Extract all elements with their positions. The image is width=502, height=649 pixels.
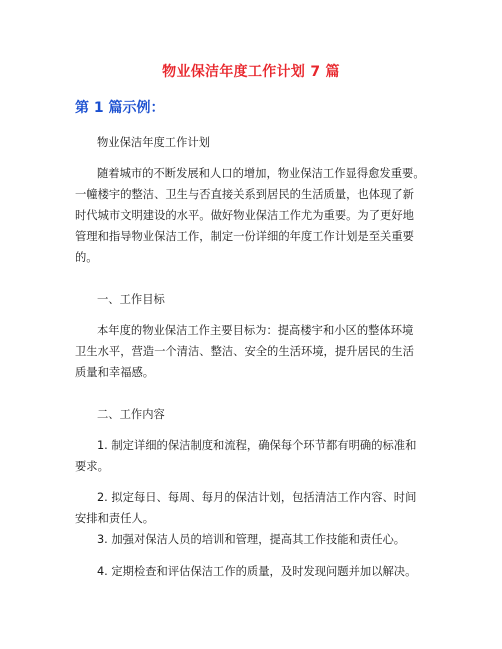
text-line: 要求。 [75,460,109,473]
paragraph-goals [75,320,435,383]
text-line: 一、工作目标 [97,293,165,306]
text-line: 时代城市文明建设的水平。做好物业保洁工作尤为重要。为了更好地 [75,209,414,222]
text-line: 管理和指导物业保洁工作，制定一份详细的年度工作计划是至关重要 [75,230,414,243]
text-line: 物业保洁年度工作计划 [97,136,210,149]
paragraph-heading-goals [75,289,435,310]
list-item [75,529,435,550]
text-line: 的。 [75,251,98,264]
text-line: 本年度的物业保洁工作主要目标为：提高楼宇和小区的整体环境 [97,324,414,337]
text-line: 质量和幸福感。 [75,366,155,379]
document-title: 物业保洁年度工作计划 7 篇 [162,64,340,80]
text-line: 1. 制定详细的保洁制度和流程，确保每个环节都有明确的标准和 [97,439,417,452]
paragraph-subtitle [75,132,435,153]
text-line: 一幢楼宇的整洁、卫生与否直接关系到居民的生活质量，也体现了新 [75,188,414,201]
list-item [75,561,435,582]
text-line: 随着城市的不断发展和人口的增加，物业保洁工作显得愈发重要。 [97,167,425,180]
section-heading: 第 1 篇示例： [75,100,165,116]
text-line: 卫生水平，营造一个清洁、整洁、安全的生活环境，提升居民的生活 [75,345,414,358]
paragraph-heading-content [75,404,435,425]
paragraph-intro [75,163,435,268]
text-line: 4. 定期检查和评估保洁工作的质量，及时发现问题并加以解决。 [97,565,417,578]
list-item [75,435,435,477]
text-line: 安排和责任人。 [75,512,155,525]
text-line: 二、工作内容 [97,408,165,421]
list-item [75,487,435,529]
text-line: 2. 拟定每日、每周、每月的保洁计划，包括清洁工作内容、时间 [97,491,417,504]
text-line: 3. 加强对保洁人员的培训和管理，提高其工作技能和责任心。 [97,533,406,546]
